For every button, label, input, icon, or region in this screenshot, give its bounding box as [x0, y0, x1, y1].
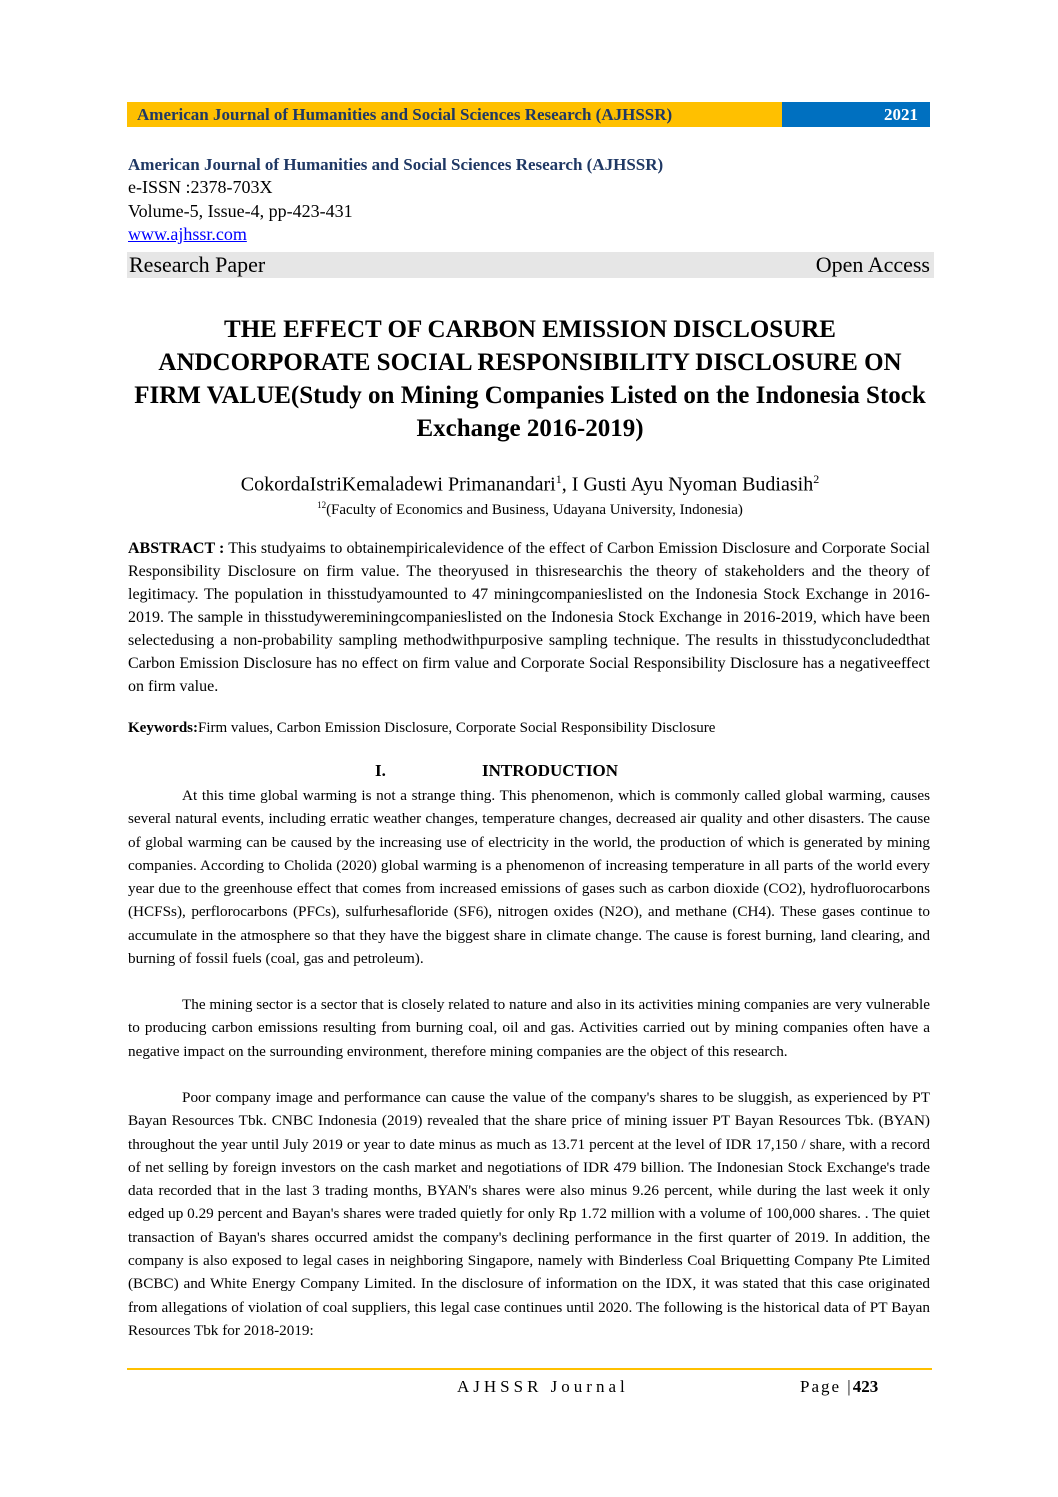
- abstract-text: This studyaims to obtainempiricalevidence of the effect of Carbon Emission Disclosure and Corporate Social Responsibility Disclosure on firm value. The theoryused in thisresearchis the theory of stakeholders and the theory of legitimacy. The population in thisstudyamounted to 47 miningcompanieslisted on the Indonesia Stock Exchange in 2016-2019. The sample in thisstudywereminingcompanieslisted on the Indonesia Stock Exchange in 2016-2019, which have been selectedusing a non-probability sampling methodwithpurposive sampling technique. The results in thisstudyconcludedthat Carbon Emission Disclosure has no effect on firm value and Corporate Social Responsibility Disclosure has a negativeeffect on firm value.: [128, 540, 930, 695]
- journal-title: American Journal of Humanities and Social Sciences Research (AJHSSR): [128, 155, 664, 174]
- section-number: I.: [375, 761, 386, 780]
- author-2: I Gusti Ayu Nyoman Budiasih: [571, 473, 814, 496]
- footer-page: [800, 1376, 878, 1398]
- paragraph: The mining sector is a sector that is closely related to nature and also in its activities mining companies are very vulnerable to producing carbon emissions resulting from burning coal, oil and gas. Activities carried out by mining companies often have a negative impact on the surrounding environment, therefore mining companies are the object of this research.: [128, 996, 930, 1060]
- section-title: INTRODUCTION: [482, 761, 619, 780]
- paper-title: THE EFFECT OF CARBON EMISSION DISCLOSURE ANDCORPORATE SOCIAL RESPONSIBILITY DISCLOSURE ON FIRM VALUE(Study on Mining Companies Listed on the Indonesia Stock Exchange 2016-2019): [134, 316, 926, 442]
- access-type-label: Open Access: [815, 252, 930, 277]
- paragraph: At this time global warming is not a strange thing. This phenomenon, which is commonly called global warming, causes several natural events, including erratic weather changes, temperature changes, decreased air quality and other disasters. The cause of global warming can be caused by the increasing use of electricity in the world, the production of which is generated by mining companies. According to Cholida (2020) global warming is a phenomenon of increasing temperature in all parts of the world every year due to the greenhouse effect that comes from increased emissions of gases such as carbon dioxide (CO2), hydrofluorocarbons (HCFSs), perflorocarbons (PFCs), sulfurhesafloride (SF6), nitrogen oxides (N2O), and methane (CH4). These gases continue to accumulate in the atmosphere so that they have the biggest share in climate change. The cause is forest burning, land clearing, and burning of fossil fuels (coal, gas and petroleum).: [128, 787, 930, 968]
- affiliation-sup: 12: [317, 500, 327, 510]
- paper-type-label: Research Paper: [129, 252, 266, 277]
- keywords-label: Keywords:: [128, 720, 198, 736]
- journal-info: [128, 155, 930, 245]
- journal-issn: e-ISSN :2378-703X: [128, 177, 273, 197]
- running-header-year: 2021: [782, 102, 930, 127]
- abstract-label: ABSTRACT :: [128, 540, 225, 557]
- running-header: [127, 102, 930, 127]
- footer-divider: [127, 1368, 932, 1370]
- journal-website-link[interactable]: www.ajhssr.com: [128, 224, 247, 244]
- footer-page-label: Page |: [800, 1377, 853, 1396]
- authors: [128, 466, 932, 498]
- author-2-sup: 2: [813, 472, 820, 486]
- footer-journal: AJHSSR Journal: [457, 1377, 629, 1396]
- author-1: CokordaIstriKemaladewi Primanandari: [240, 473, 556, 496]
- keywords-text: Firm values, Carbon Emission Disclosure, Corporate Social Responsibility Disclosure: [198, 720, 716, 736]
- affiliation: [128, 495, 932, 520]
- keywords: [128, 717, 930, 739]
- footer-page-number: 423: [852, 1377, 879, 1396]
- paper-type-bar: [127, 252, 934, 278]
- affiliation-text: (Faculty of Economics and Business, Udayana University, Indonesia): [326, 502, 743, 518]
- paragraph: Poor company image and performance can cause the value of the company's shares to be sluggish, as experienced by PT Bayan Resources Tbk. CNBC Indonesia (2019) revealed that the share price of mining issuer PT Bayan Resources Tbk. (BYAN) throughout the year until July 2019 or year to date minus as much as 13.71 percent at the level of IDR 17,150 / share, with a record of net selling by foreign investors on the cash market and negotiations of IDR 479 billion. The Indonesian Stock Exchange's trade data recorded that in the last 3 trading months, BYAN's shares were also minus 9.26 percent, while during the last week it only edged up 0.29 percent and Bayan's shares were traded quietly for only Rp 1.72 million with a volume of 100,000 shares. . The quiet transaction of Bayan's shares occurred amidst the company's declining performance in the first quarter of 2019. In addition, the company is also exposed to legal cases in neighboring Singapore, namely with Binderless Coal Briquetting Company Pte Limited (BCBC) and White Energy Company Limited. In the disclosure of information on the IDX, it was stated that this case originated from allegations of violation of coal suppliers, this legal case continues until 2020. The following is the historical data of PT Bayan Resources Tbk for 2018-2019:: [128, 1089, 930, 1339]
- journal-volume: Volume-5, Issue-4, pp-423-431: [128, 201, 353, 221]
- author-separator: ,: [561, 473, 572, 496]
- running-header-journal: American Journal of Humanities and Social Sciences Research (AJHSSR): [127, 102, 782, 127]
- author-1-sup: 1: [555, 472, 562, 486]
- abstract: [128, 537, 930, 698]
